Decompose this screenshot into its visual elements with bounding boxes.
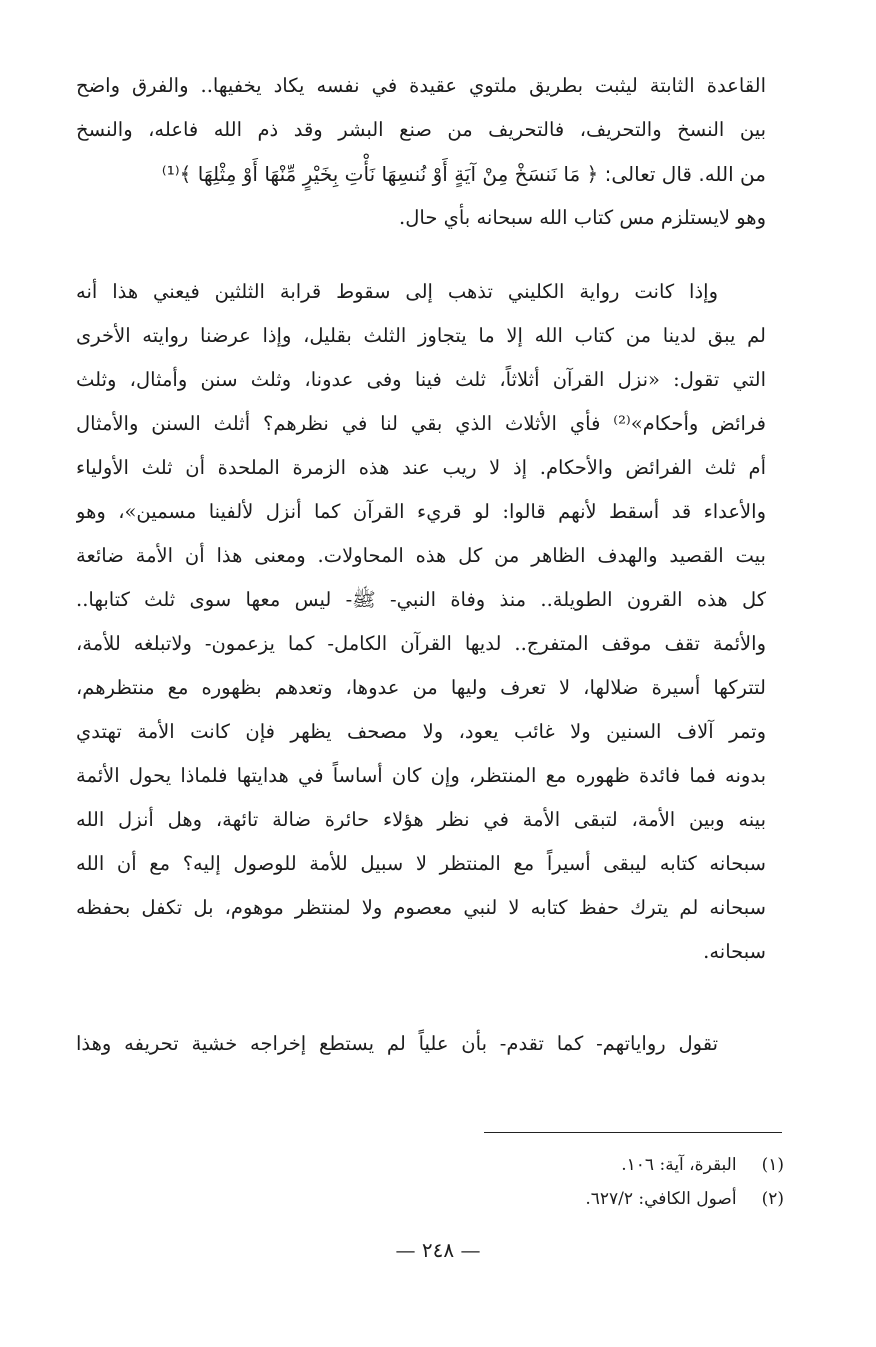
footnote-item [324, 1148, 784, 1182]
paragraph-3 [76, 1022, 766, 1066]
footnote-text: البقرة، آية: ١٠٦. [621, 1155, 737, 1175]
text-line: سبحانه لم يترك حفظ كتابه لا لنبي معصوم ولا لمنتظر موهوم، بل تكفل بحفظه [76, 896, 766, 919]
paragraph-1 [76, 64, 766, 240]
text-line: والأئمة تقف موقف المتفرج.. لديها القرآن الكامل- كما يزعمون- ولاتبلغه للأمة، [76, 632, 766, 655]
text-line: أم ثلث الفرائض والأحكام. إذ لا ريب عند هذه الزمرة الملحدة أن ثلث الأولياء [76, 456, 766, 479]
text-line: بينه وبين الأمة، لتبقى الأمة في نظر هؤلاء حائرة ضالة تائهة، وهل أنزل الله [76, 808, 766, 831]
text-line: كل هذه القرون الطويلة.. منذ وفاة النبي- ﷺ- ليس معها سوى ثلث كتابها.. [76, 588, 766, 611]
text-line: وتمر آلاف السنين ولا غائب يعود، ولا مصحف يظهر فإن كانت الأمة تهتدي [76, 720, 766, 743]
text-line: بين النسخ والتحريف، فالتحريف من صنع البشر وقد ذم الله فاعله، والنسخ [76, 118, 766, 141]
text-line: سبحانه كتابه ليبقى أسيراً مع المنتظر لا سبيل للأمة للوصول إليه؟ مع أن الله [76, 852, 766, 875]
text-line: بدونه فما فائدة ظهوره مع المنتظر، وإن كان أساساً في هدايتها فلماذا يحول الأئمة [76, 764, 766, 787]
footnote-text: أصول الكافي: ٦٢٧/٢. [585, 1189, 737, 1209]
text-line: سبحانه. [703, 940, 766, 963]
page-number: — ٢٤٨ — [395, 1238, 481, 1262]
footnote-number: (١) [761, 1155, 784, 1175]
text-line: وإذا كانت رواية الكليني تذهب إلى سقوط قرابة الثلثين فيعني هذا أنه [76, 280, 718, 303]
quran-verse-line: من الله. قال تعالى: ﴿ مَا نَنسَخْ مِنْ آيَةٍ أَوْ نُنسِهَا نَأْتِ بِخَيْرٍ مِّنْهَا أَوْ مِثْلِهَا ﴾⁽¹⁾ [161, 162, 766, 186]
footnote-item [324, 1182, 784, 1216]
footnote-number: (٢) [761, 1189, 784, 1209]
text-line: وهو لايستلزم مس كتاب الله سبحانه بأي حال. [399, 206, 766, 229]
text-line: والأعداء قد أسقط لأنهم قالوا: لو قريء القرآن كما أنزل لألفينا مسمين»، وهو [76, 500, 766, 523]
paragraph-2 [76, 270, 766, 974]
footnotes [324, 1148, 784, 1216]
text-line: التي تقول: «نزل القرآن أثلاثاً، ثلث فينا وفى عدونا، وثلث سنن وأمثال، وثلث [76, 368, 766, 391]
text-line: بيت القصيد والهدف الظاهر من كل هذه المحاولات. ومعنى هذا أن الأمة ضائعة [76, 544, 766, 567]
text-line: لم يبق لدينا من كتاب الله إلا ما يتجاوز الثلث بقليل، وإذا عرضنا روايته الأخرى [76, 324, 766, 347]
text-line: تقول رواياتهم- كما تقدم- بأن علياً لم يستطع إخراجه خشية تحريفه وهذا [76, 1032, 718, 1055]
text-line: القاعدة الثابتة ليثبت بطريق ملتوي عقيدة في نفسه يكاد يخفيها.. والفرق واضح [76, 74, 766, 97]
footnote-separator [484, 1132, 782, 1133]
text-line: فرائض وأحكام»⁽²⁾ فأي الأثلاث الذي بقي لنا في نظرهم؟ أثلث السنن والأمثال [76, 412, 766, 435]
text-line: لتتركها أسيرة ضلالها، لا تعرف وليها من عدوها، وتعدهم بظهوره مع منتظرهم، [76, 676, 766, 699]
